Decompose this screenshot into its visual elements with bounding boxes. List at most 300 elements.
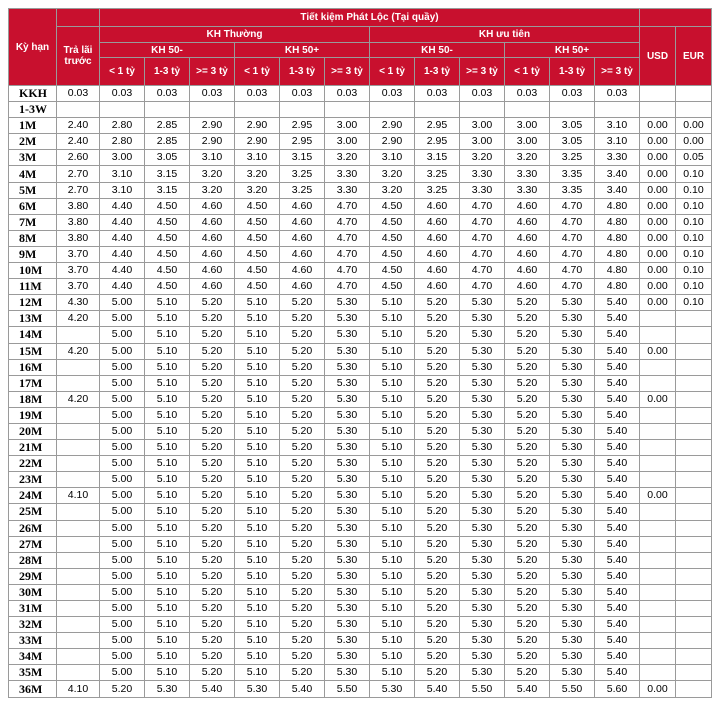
- rate-cell: 3.00: [460, 118, 505, 134]
- rate-cell: 5.20: [280, 391, 325, 407]
- rate-cell: 2.90: [235, 134, 280, 150]
- rate-cell: 3.30: [325, 182, 370, 198]
- rate-cell: 4.60: [505, 246, 550, 262]
- rate-cell: 5.40: [595, 520, 640, 536]
- prepaid-header: Trả lãi trước: [57, 27, 100, 86]
- rate-cell: 5.20: [415, 359, 460, 375]
- rate-cell: 5.10: [370, 343, 415, 359]
- product-header: Tiết kiệm Phát Lộc (Tại quầy): [100, 9, 640, 27]
- table-row: [9, 311, 712, 327]
- rate-cell: 4.40: [100, 246, 145, 262]
- rate-cell: 5.20: [280, 649, 325, 665]
- rate-cell: 5.10: [145, 584, 190, 600]
- rate-cell: 5.30: [325, 343, 370, 359]
- table-row: [9, 198, 712, 214]
- eur-rate-cell: [676, 327, 712, 343]
- rate-cell: 3.10: [100, 182, 145, 198]
- rate-cell: 5.20: [415, 601, 460, 617]
- rate-cell: 5.10: [145, 633, 190, 649]
- term-cell: 9M: [9, 246, 57, 262]
- rate-cell: 5.40: [595, 536, 640, 552]
- eur-rate-cell: [676, 568, 712, 584]
- rate-cell: 5.00: [100, 423, 145, 439]
- rate-cell: 5.10: [145, 456, 190, 472]
- rate-cell: 5.30: [460, 568, 505, 584]
- rate-cell: 5.20: [505, 665, 550, 681]
- table-row: [9, 166, 712, 182]
- rate-cell: 5.40: [595, 504, 640, 520]
- rate-cell: 5.20: [190, 327, 235, 343]
- rate-cell: 5.20: [505, 601, 550, 617]
- rate-cell: 5.30: [550, 601, 595, 617]
- rate-cell: 5.30: [550, 504, 595, 520]
- rate-cell: 3.00: [100, 150, 145, 166]
- rate-cell: 3.35: [550, 166, 595, 182]
- rate-cell: 5.30: [550, 391, 595, 407]
- rate-cell: 5.10: [145, 391, 190, 407]
- table-row: [9, 601, 712, 617]
- rate-cell: 2.90: [190, 118, 235, 134]
- rate-cell: [505, 102, 550, 118]
- eur-rate-cell: [676, 86, 712, 102]
- table-row: [9, 150, 712, 166]
- tier-header: >= 3 tỷ: [595, 58, 640, 86]
- table-row: [9, 359, 712, 375]
- term-cell: 27M: [9, 536, 57, 552]
- tier-header: 1-3 tỷ: [280, 58, 325, 86]
- term-cell: 13M: [9, 311, 57, 327]
- eur-rate-cell: [676, 472, 712, 488]
- usd-rate-cell: 0.00: [640, 230, 676, 246]
- rate-cell: 5.40: [595, 327, 640, 343]
- rate-cell: 5.20: [100, 681, 145, 697]
- rate-cell: 5.20: [190, 584, 235, 600]
- rate-cell: 4.60: [415, 230, 460, 246]
- rate-cell: 5.20: [505, 504, 550, 520]
- rate-cell: 4.50: [235, 230, 280, 246]
- rate-cell: 5.10: [370, 552, 415, 568]
- eur-rate-cell: [676, 359, 712, 375]
- rate-cell: 5.00: [100, 488, 145, 504]
- prepaid-rate-cell: 4.10: [57, 681, 100, 697]
- rate-cell: 5.30: [145, 681, 190, 697]
- table-row: [9, 552, 712, 568]
- term-cell: 1M: [9, 118, 57, 134]
- prepaid-rate-cell: 2.40: [57, 118, 100, 134]
- rate-cell: 4.70: [460, 246, 505, 262]
- rate-cell: 3.10: [190, 150, 235, 166]
- rate-cell: 4.50: [370, 198, 415, 214]
- rate-cell: 0.03: [550, 86, 595, 102]
- rate-cell: 5.20: [280, 423, 325, 439]
- usd-rate-cell: 0.00: [640, 134, 676, 150]
- rate-table-container: [8, 8, 712, 698]
- rate-cell: 5.10: [235, 295, 280, 311]
- usd-rate-cell: [640, 102, 676, 118]
- usd-rate-cell: 0.00: [640, 150, 676, 166]
- rate-cell: 5.20: [190, 343, 235, 359]
- term-cell: 6M: [9, 198, 57, 214]
- prepaid-rate-cell: 4.20: [57, 391, 100, 407]
- rate-cell: 5.30: [460, 649, 505, 665]
- rate-cell: 4.50: [235, 263, 280, 279]
- rate-cell: 5.40: [595, 343, 640, 359]
- rate-cell: 4.70: [325, 230, 370, 246]
- rate-cell: 5.20: [415, 343, 460, 359]
- rate-cell: 5.30: [550, 649, 595, 665]
- rate-cell: 5.30: [550, 343, 595, 359]
- rate-cell: 5.10: [145, 423, 190, 439]
- rate-cell: 5.10: [235, 440, 280, 456]
- rate-cell: 4.70: [460, 214, 505, 230]
- rate-cell: 5.00: [100, 359, 145, 375]
- rate-cell: 5.30: [460, 343, 505, 359]
- table-row: [9, 118, 712, 134]
- prepaid-rate-cell: [57, 536, 100, 552]
- eur-rate-cell: 0.10: [676, 182, 712, 198]
- usd-rate-cell: [640, 86, 676, 102]
- term-cell: 16M: [9, 359, 57, 375]
- eur-rate-cell: [676, 488, 712, 504]
- term-cell: 10M: [9, 263, 57, 279]
- term-cell: 17M: [9, 375, 57, 391]
- rate-cell: 3.25: [280, 182, 325, 198]
- rate-cell: 5.20: [190, 375, 235, 391]
- tier-header: 1-3 tỷ: [145, 58, 190, 86]
- rate-cell: 5.50: [460, 681, 505, 697]
- prepaid-rate-cell: 3.70: [57, 246, 100, 262]
- rate-cell: 5.00: [100, 407, 145, 423]
- rate-cell: 5.20: [415, 584, 460, 600]
- rate-cell: [325, 102, 370, 118]
- rate-cell: 5.30: [325, 295, 370, 311]
- rate-cell: 5.10: [145, 617, 190, 633]
- rate-cell: 2.90: [370, 118, 415, 134]
- rate-cell: 5.20: [415, 633, 460, 649]
- rate-cell: 4.40: [100, 230, 145, 246]
- rate-cell: 4.50: [235, 214, 280, 230]
- rate-cell: 0.03: [100, 86, 145, 102]
- rate-cell: 4.50: [235, 246, 280, 262]
- rate-cell: [100, 102, 145, 118]
- term-cell: 30M: [9, 584, 57, 600]
- rate-cell: 4.50: [145, 198, 190, 214]
- term-cell: 18M: [9, 391, 57, 407]
- rate-cell: 4.60: [190, 198, 235, 214]
- usd-rate-cell: [640, 504, 676, 520]
- rate-cell: 3.10: [235, 150, 280, 166]
- rate-cell: 5.00: [100, 311, 145, 327]
- rate-cell: 5.40: [595, 456, 640, 472]
- rate-cell: 5.10: [235, 488, 280, 504]
- rate-cell: 5.20: [190, 504, 235, 520]
- rate-cell: 3.20: [235, 182, 280, 198]
- term-cell: 32M: [9, 617, 57, 633]
- prepaid-rate-cell: 2.70: [57, 182, 100, 198]
- rate-cell: [235, 102, 280, 118]
- table-row: [9, 568, 712, 584]
- table-row: [9, 246, 712, 262]
- term-cell: 29M: [9, 568, 57, 584]
- rate-cell: 5.30: [325, 472, 370, 488]
- rate-cell: 5.10: [370, 407, 415, 423]
- rate-cell: 5.10: [145, 472, 190, 488]
- rate-cell: 5.10: [235, 327, 280, 343]
- prepaid-rate-cell: [57, 617, 100, 633]
- rate-cell: 5.30: [325, 568, 370, 584]
- rate-cell: 3.35: [550, 182, 595, 198]
- rate-cell: 4.60: [505, 279, 550, 295]
- rate-cell: 3.20: [190, 182, 235, 198]
- rate-cell: 5.30: [325, 423, 370, 439]
- rate-cell: 5.20: [280, 375, 325, 391]
- rate-cell: 5.30: [550, 311, 595, 327]
- rate-cell: 5.20: [415, 391, 460, 407]
- rate-cell: 5.20: [505, 440, 550, 456]
- rate-cell: 5.20: [280, 520, 325, 536]
- rate-cell: 0.03: [280, 86, 325, 102]
- usd-rate-cell: [640, 375, 676, 391]
- rate-cell: 4.60: [280, 246, 325, 262]
- term-cell: 5M: [9, 182, 57, 198]
- rate-cell: 5.10: [370, 488, 415, 504]
- rate-cell: 5.40: [595, 601, 640, 617]
- rate-cell: 5.20: [190, 649, 235, 665]
- usd-rate-cell: 0.00: [640, 488, 676, 504]
- eur-rate-cell: 0.00: [676, 134, 712, 150]
- rate-cell: 5.20: [505, 407, 550, 423]
- rate-cell: 5.20: [280, 601, 325, 617]
- rate-cell: 5.00: [100, 584, 145, 600]
- rate-cell: 5.20: [505, 536, 550, 552]
- rate-cell: 5.20: [505, 343, 550, 359]
- rate-cell: 5.20: [505, 311, 550, 327]
- rate-cell: 5.20: [280, 552, 325, 568]
- rate-cell: 5.10: [145, 649, 190, 665]
- rate-cell: 5.20: [505, 568, 550, 584]
- rate-cell: 5.20: [280, 568, 325, 584]
- prepaid-rate-cell: [57, 568, 100, 584]
- usd-rate-cell: [640, 440, 676, 456]
- rate-cell: 5.20: [190, 456, 235, 472]
- rate-cell: 5.10: [235, 472, 280, 488]
- eur-rate-cell: [676, 102, 712, 118]
- rate-cell: 5.30: [325, 440, 370, 456]
- rate-cell: 3.25: [415, 166, 460, 182]
- table-row: [9, 343, 712, 359]
- usd-rate-cell: 0.00: [640, 182, 676, 198]
- rate-cell: 4.50: [370, 214, 415, 230]
- eur-rate-cell: [676, 681, 712, 697]
- term-cell: 4M: [9, 166, 57, 182]
- rate-cell: [190, 102, 235, 118]
- rate-cell: 5.20: [415, 520, 460, 536]
- table-row: [9, 327, 712, 343]
- rate-cell: 5.30: [460, 375, 505, 391]
- prepaid-rate-cell: [57, 407, 100, 423]
- rate-cell: 5.20: [280, 584, 325, 600]
- eur-rate-cell: [676, 552, 712, 568]
- rate-cell: 5.30: [550, 359, 595, 375]
- rate-cell: 5.10: [235, 617, 280, 633]
- rate-cell: 5.10: [370, 295, 415, 311]
- rate-cell: 3.20: [190, 166, 235, 182]
- prepaid-rate-cell: [57, 456, 100, 472]
- rate-cell: 5.20: [190, 295, 235, 311]
- rate-cell: 5.30: [460, 456, 505, 472]
- rate-cell: 5.30: [325, 584, 370, 600]
- rate-cell: 3.25: [550, 150, 595, 166]
- rate-cell: 5.30: [550, 472, 595, 488]
- rate-cell: 5.30: [460, 665, 505, 681]
- rate-cell: 5.10: [370, 375, 415, 391]
- rate-cell: 2.95: [415, 118, 460, 134]
- rate-cell: 4.60: [505, 263, 550, 279]
- rate-cell: 5.20: [280, 359, 325, 375]
- usd-rate-cell: [640, 633, 676, 649]
- rate-cell: 5.30: [235, 681, 280, 697]
- rate-cell: 5.30: [325, 617, 370, 633]
- term-cell: 26M: [9, 520, 57, 536]
- rate-cell: 5.40: [595, 665, 640, 681]
- rate-cell: 2.95: [280, 134, 325, 150]
- rate-cell: 5.20: [190, 633, 235, 649]
- rate-cell: 5.30: [550, 407, 595, 423]
- rate-cell: 4.70: [460, 263, 505, 279]
- rate-cell: 5.30: [550, 440, 595, 456]
- rate-cell: 5.20: [505, 520, 550, 536]
- prepaid-rate-cell: 4.20: [57, 311, 100, 327]
- rate-cell: 5.20: [505, 423, 550, 439]
- rate-cell: 5.20: [190, 407, 235, 423]
- age-under50-header: KH 50-: [370, 43, 505, 58]
- rate-cell: 4.60: [280, 279, 325, 295]
- rate-cell: 5.20: [415, 552, 460, 568]
- rate-cell: 5.00: [100, 665, 145, 681]
- usd-rate-cell: 0.00: [640, 391, 676, 407]
- rate-cell: 4.50: [370, 263, 415, 279]
- rate-cell: 5.30: [325, 665, 370, 681]
- usd-rate-cell: [640, 665, 676, 681]
- eur-rate-cell: [676, 504, 712, 520]
- rate-cell: 5.10: [145, 601, 190, 617]
- rate-cell: 5.00: [100, 456, 145, 472]
- rate-cell: 5.10: [370, 633, 415, 649]
- usd-rate-cell: 0.00: [640, 681, 676, 697]
- rate-cell: 5.10: [145, 327, 190, 343]
- rate-cell: 5.20: [190, 536, 235, 552]
- table-row: [9, 536, 712, 552]
- rate-cell: 2.95: [280, 118, 325, 134]
- rate-cell: 5.10: [235, 649, 280, 665]
- term-cell: 14M: [9, 327, 57, 343]
- rate-cell: 3.20: [235, 166, 280, 182]
- prepaid-rate-cell: 0.03: [57, 86, 100, 102]
- tier-header: < 1 tỷ: [370, 58, 415, 86]
- rate-cell: 5.10: [235, 568, 280, 584]
- usd-rate-cell: [640, 649, 676, 665]
- rate-cell: 5.30: [325, 456, 370, 472]
- rate-cell: 5.20: [280, 665, 325, 681]
- rate-cell: 5.30: [550, 456, 595, 472]
- term-cell: 31M: [9, 601, 57, 617]
- table-body: [9, 86, 712, 698]
- rate-cell: 5.30: [325, 520, 370, 536]
- rate-cell: 5.20: [280, 295, 325, 311]
- rate-cell: 5.10: [235, 343, 280, 359]
- rate-cell: 5.40: [595, 633, 640, 649]
- rate-cell: 3.10: [370, 150, 415, 166]
- term-cell: 8M: [9, 230, 57, 246]
- prepaid-rate-cell: [57, 375, 100, 391]
- rate-cell: 5.30: [325, 488, 370, 504]
- eur-rate-cell: [676, 423, 712, 439]
- rate-cell: 3.05: [550, 134, 595, 150]
- usd-rate-cell: 0.00: [640, 166, 676, 182]
- rate-cell: 5.20: [415, 327, 460, 343]
- rate-cell: 5.20: [415, 568, 460, 584]
- rate-cell: 5.30: [550, 327, 595, 343]
- usd-header: USD: [640, 27, 676, 86]
- rate-cell: 4.70: [550, 214, 595, 230]
- rate-cell: 5.10: [145, 568, 190, 584]
- rate-cell: 4.60: [280, 214, 325, 230]
- eur-rate-cell: 0.10: [676, 166, 712, 182]
- rate-cell: 5.40: [595, 488, 640, 504]
- usd-rate-cell: [640, 601, 676, 617]
- rate-cell: 3.15: [415, 150, 460, 166]
- rate-cell: 0.03: [145, 86, 190, 102]
- rate-cell: 5.20: [190, 665, 235, 681]
- rate-cell: 3.05: [550, 118, 595, 134]
- prepaid-rate-cell: 2.40: [57, 134, 100, 150]
- table-row: [9, 665, 712, 681]
- rate-cell: 5.10: [145, 488, 190, 504]
- table-row: [9, 472, 712, 488]
- rate-cell: 5.10: [235, 359, 280, 375]
- term-cell: 15M: [9, 343, 57, 359]
- eur-rate-cell: [676, 375, 712, 391]
- term-cell: 19M: [9, 407, 57, 423]
- term-cell: 34M: [9, 649, 57, 665]
- rate-cell: 5.10: [235, 504, 280, 520]
- rate-cell: 2.80: [100, 118, 145, 134]
- table-row: [9, 407, 712, 423]
- rate-cell: 4.60: [415, 246, 460, 262]
- rate-cell: 5.20: [280, 617, 325, 633]
- rate-cell: 5.40: [505, 681, 550, 697]
- rate-cell: 5.10: [145, 504, 190, 520]
- rate-cell: 5.00: [100, 375, 145, 391]
- rate-cell: 5.30: [460, 311, 505, 327]
- rate-cell: 5.30: [550, 423, 595, 439]
- rate-cell: 5.30: [460, 472, 505, 488]
- rate-cell: 3.20: [505, 150, 550, 166]
- rate-cell: 3.40: [595, 166, 640, 182]
- usd-rate-cell: 0.00: [640, 214, 676, 230]
- prepaid-rate-cell: [57, 423, 100, 439]
- prepaid-rate-cell: [57, 472, 100, 488]
- rate-cell: 5.20: [190, 601, 235, 617]
- rate-cell: 5.10: [235, 520, 280, 536]
- rate-cell: 5.10: [235, 665, 280, 681]
- prepaid-rate-cell: [57, 327, 100, 343]
- eur-rate-cell: [676, 584, 712, 600]
- rate-cell: 5.00: [100, 617, 145, 633]
- rate-cell: 5.30: [550, 568, 595, 584]
- table-row: [9, 584, 712, 600]
- usd-rate-cell: 0.00: [640, 295, 676, 311]
